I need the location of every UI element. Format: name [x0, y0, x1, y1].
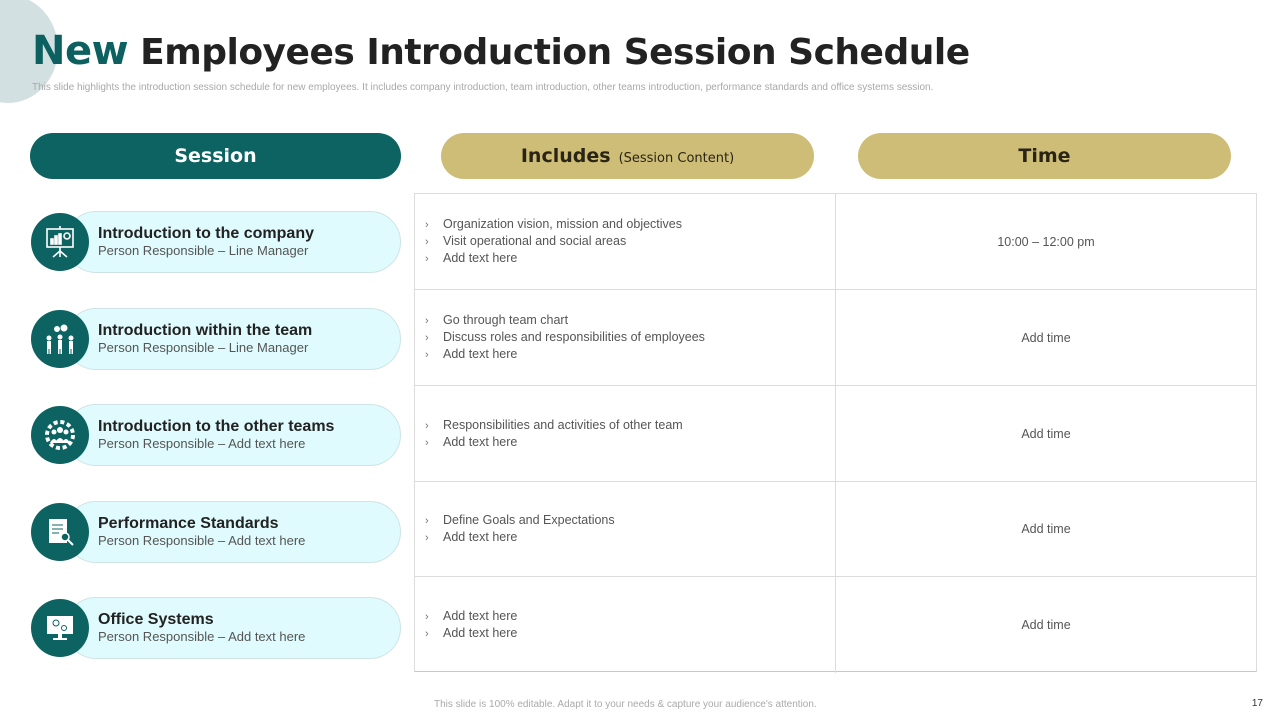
gear-group-icon [31, 406, 89, 464]
chevron-right-icon: › [425, 514, 429, 527]
presentation-board-icon [31, 213, 89, 271]
page-subtitle: This slide highlights the introduction session schedule for new employees. It includes company introduction, team introduction, other teams introduction, performance standards and office systems session. [32, 82, 934, 93]
chevron-right-icon: › [425, 332, 429, 344]
includes-bullet: › Add text here [425, 347, 518, 361]
chevron-right-icon: › [425, 315, 429, 327]
includes-cell [415, 481, 836, 576]
header-session [30, 133, 401, 179]
session-title: Introduction within the team [98, 322, 313, 339]
page-title [32, 28, 970, 74]
time-cell: Add time [1021, 330, 1071, 345]
includes-bullet: › Add text here [425, 626, 518, 640]
time-cell: Add time [1021, 426, 1071, 441]
includes-cell [415, 290, 836, 385]
includes-bullet: › Responsibilities and activities of other team [425, 417, 683, 432]
chevron-right-icon: › [425, 628, 429, 640]
footer-note: This slide is 100% editable. Adapt it to your needs & capture your audience's attention. [434, 699, 817, 710]
time-cell: Add time [1021, 521, 1071, 536]
includes-bullet: › Add text here [425, 251, 518, 265]
time-cell: 10:00 – 12:00 pm [997, 234, 1095, 249]
session-item [30, 308, 402, 370]
header-time [858, 133, 1231, 179]
includes-bullet: › Discuss roles and responsibilities of employees [425, 330, 705, 344]
session-person: Person Responsible – Add text here [98, 533, 306, 548]
includes-cell [415, 194, 836, 289]
schedule-table [414, 193, 1257, 672]
session-person: Person Responsible – Add text here [98, 629, 306, 644]
session-item [30, 211, 402, 273]
session-title: Performance Standards [98, 515, 279, 532]
header-includes-sub: (Session Content) [618, 150, 735, 166]
chevron-right-icon: › [425, 349, 429, 361]
chevron-right-icon: › [425, 219, 429, 231]
includes-cell [415, 386, 836, 481]
team-gears-icon [31, 310, 89, 368]
includes-bullet: › Visit operational and social areas [425, 234, 627, 248]
title-rest: Employees Introduction Session Schedule [140, 32, 970, 73]
clipboard-search-icon [31, 503, 89, 561]
session-person: Person Responsible – Line Manager [98, 340, 309, 355]
header-includes-label: Includes [520, 145, 611, 167]
table-row [415, 290, 1256, 386]
includes-bullet: › Organization vision, mission and objectives [425, 217, 683, 231]
chevron-right-icon: › [425, 236, 429, 248]
monitor-settings-icon [31, 599, 89, 657]
includes-bullet: › Go through team chart [425, 313, 569, 327]
table-row [415, 577, 1256, 673]
includes-cell [415, 577, 836, 673]
header-includes [441, 133, 814, 179]
session-person: Person Responsible – Line Manager [98, 243, 309, 258]
session-item [30, 501, 402, 563]
chevron-right-icon: › [425, 253, 429, 265]
table-row [415, 481, 1256, 577]
includes-bullet: › Add text here [425, 529, 518, 544]
time-cell: Add time [1021, 618, 1071, 632]
chevron-right-icon: › [425, 611, 429, 623]
header-session-label: Session [174, 145, 257, 167]
session-title: Office Systems [98, 611, 214, 628]
title-accent: New [32, 28, 129, 74]
session-person: Person Responsible – Add text here [98, 436, 306, 451]
chevron-right-icon: › [425, 436, 429, 449]
page-number: 17 [1251, 698, 1263, 709]
header-time-label: Time [1018, 145, 1071, 167]
session-item [30, 597, 402, 659]
session-title: Introduction to the company [98, 225, 314, 242]
includes-bullet: › Add text here [425, 434, 518, 449]
chevron-right-icon: › [425, 531, 429, 544]
session-item [30, 404, 402, 466]
table-row [415, 194, 1256, 290]
session-title: Introduction to the other teams [98, 418, 335, 435]
table-row [415, 386, 1256, 482]
includes-bullet: › Define Goals and Expectations [425, 512, 615, 527]
chevron-right-icon: › [425, 419, 429, 432]
includes-bullet: › Add text here [425, 609, 518, 623]
